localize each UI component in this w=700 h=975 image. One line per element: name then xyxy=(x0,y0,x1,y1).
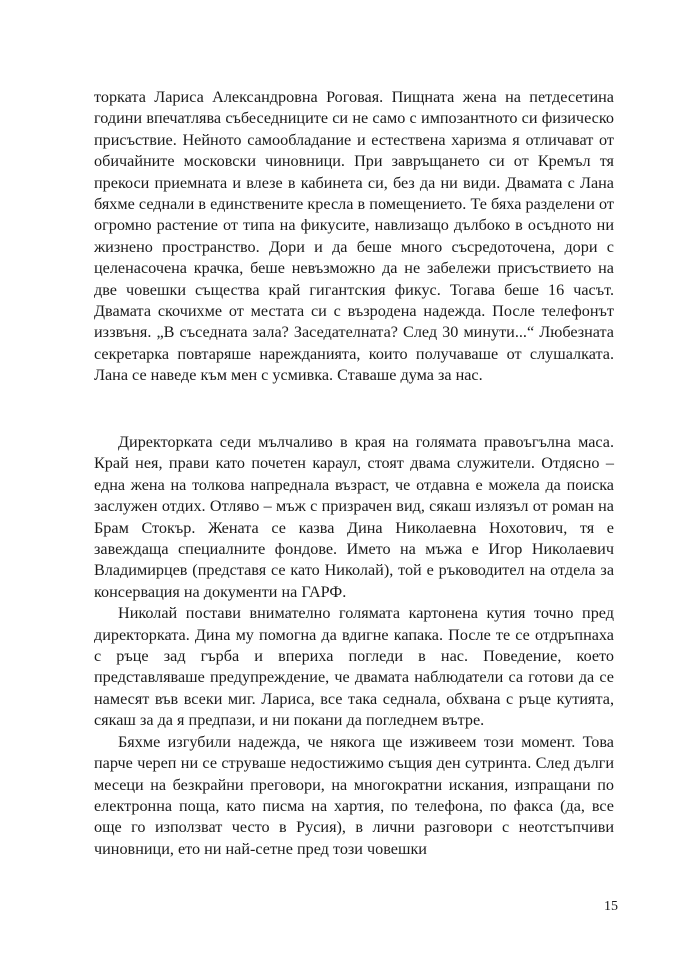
paragraph-2: Директорката седи мълчаливо в края на голямата правоъгълна маса. Край нея, прави като почетен караул, стоят двама служители. Отдясно – една жена на толкова напреднала възраст, че отдавна е можела да поиска заслужен отдих. Отляво – мъж с призрачен вид, сякаш излязъл от роман на Брам Стокър. Жената се казва Дина Николаевна Нохотович, тя е завеждаща специалните фондове. Името на мъжа е Игор Николаевич Владимирцев (представя се като Николай), той е ръководител на отдела за консервация на документи на ГАРФ. xyxy=(94,433,614,601)
text-block-top xyxy=(94,87,614,387)
page-number: 15 xyxy=(604,899,618,914)
paragraph-4: Бяхме изгубили надежда, че някога ще изживеем този момент. Това парче череп ни се струваше недостижимо същия ден сутринта. След дълги месеци на безкрайни преговори, на многократни искания, изпращани по електронна поща, като писма на хартия, по телефона, по факса (да, все още го използват често в Русия), в лични разговори с неотстъпчиви чиновници, ето ни най-сетне пред този човешки xyxy=(94,732,614,858)
text-block-bottom xyxy=(94,432,614,860)
paragraph-3: Николай постави внимателно голямата картонена кутия точно пред директорката. Дина му помогна да вдигне капака. После те се отдръпнаха с ръце зад гърба и впериха погледи в нас. Поведение, което представляваше предупреждение, че двамата наблюдатели са готови да се намесят във всеки миг. Лариса, все така седнала, обхвана с ръце кутията, сякаш за да я предпази, и ни покани да погледнем вътре. xyxy=(94,604,614,730)
paragraph-1: торката Лариса Александровна Роговая. Пищната жена на петдесетина години впечатлява събеседниците си не само с импозантното си физическо присъствие. Нейното самообладание и естествена харизма я отличават от обичайните московски чиновници. При завръщането си от Кремъл тя прекоси приемната и влезе в кабинета си, без да ни види. Двамата с Лана бяхме седнали в единствените кресла в помещението. Те бяха разделени от огромно растение от типа на фикусите, навлизащо дълбоко в осъдното ни жизнено пространство. Дори и да беше много съсредоточена, дори с целенасочена крачка, беше невъзможно да не забележи присъствието на две човешки същества край гигантския фикус. Тогава беше 16 часът. Двамата скочихме от местата си с възродена надежда. После телефонът иззвъня. „В съседната зала? Заседателната? След 30 минути...“ Любезната секретарка повтаряше нарежданията, които получаваше от слушалката. Лана се наведе към мен с усмивка. Ставаше дума за нас. xyxy=(94,88,614,385)
